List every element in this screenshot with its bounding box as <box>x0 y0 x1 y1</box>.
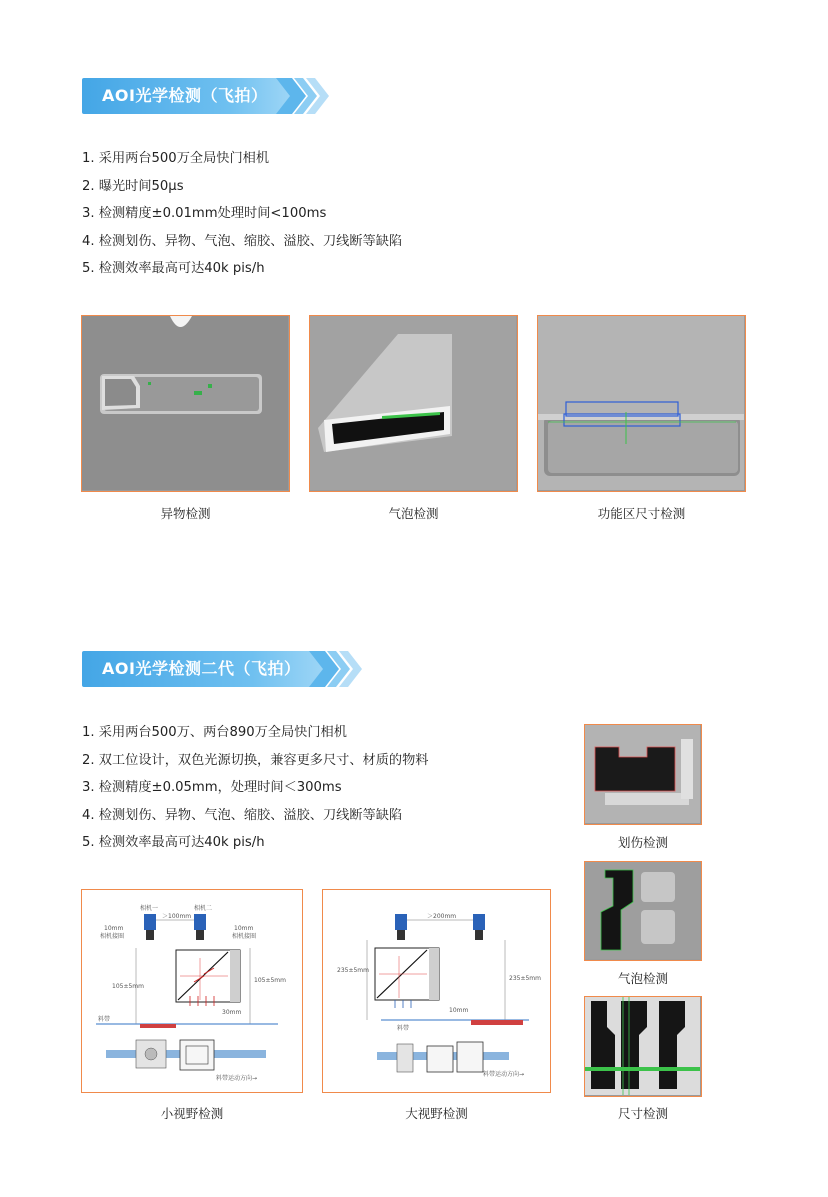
section1-feature-list <box>82 145 402 283</box>
direction-label: 料带运动方向→ <box>483 1071 525 1078</box>
section2-banner <box>82 651 367 687</box>
section2-feature-list <box>82 719 428 857</box>
chevron-arrows-icon <box>309 651 369 687</box>
caption-foreign-matter: 异物检测 <box>160 506 211 521</box>
list-item: 2. 双工位设计，双色光源切换，兼容更多尺寸、材质的物料 <box>82 752 429 768</box>
direction-label: 料带运动方向→ <box>216 1075 258 1082</box>
foreign-matter-photo <box>81 315 290 492</box>
height-left: 105±5mm <box>112 983 144 990</box>
cam1-label: 相机一 <box>140 905 159 912</box>
list-item: 1. 采用两台500万、两台890万全局快门相机 <box>82 725 347 740</box>
scratch-photo <box>584 724 702 825</box>
left-note-1: 10mm <box>104 925 124 932</box>
small-fov-diagram <box>81 889 303 1093</box>
belt-label: 料带 <box>98 1016 111 1023</box>
list-item: 5. 检测效率最高可达40k pis/h <box>82 261 265 276</box>
section1-banner <box>82 78 334 114</box>
caption-bubble2: 气泡检测 <box>617 971 668 986</box>
size-measure-photo <box>537 315 746 492</box>
cam2-label: 相机二 <box>194 905 213 912</box>
left-note-2: 相机接圈 <box>100 933 125 940</box>
bubble-photo <box>309 315 518 492</box>
height-right: 235±5mm <box>509 975 541 982</box>
caption-scratch: 划伤检测 <box>617 835 668 850</box>
large-fov-diagram <box>322 889 551 1093</box>
bottom-dim: 10mm <box>449 1007 469 1014</box>
gap-label: ＞200mm <box>427 913 457 920</box>
gap-label: ＞100mm <box>162 913 192 920</box>
caption-small-fov: 小视野检测 <box>160 1106 224 1121</box>
bubble2-photo <box>584 861 702 961</box>
bottom-dim: 30mm <box>222 1009 242 1016</box>
list-item: 2. 曝光时间50μs <box>82 178 184 194</box>
list-item: 3. 检测精度±0.05mm，处理时间＜300ms <box>82 780 342 795</box>
right-note-1: 10mm <box>234 925 254 932</box>
list-item: 5. 检测效率最高可达40k pis/h <box>82 835 265 850</box>
right-note-2: 相机接圈 <box>232 933 257 940</box>
height-left: 235±5mm <box>337 967 369 974</box>
list-item: 4. 检测划伤、异物、气泡、缩胶、溢胶、刀线断等缺陷 <box>82 807 403 823</box>
chevron-arrows-icon <box>276 78 336 114</box>
list-item: 4. 检测划伤、异物、气泡、缩胶、溢胶、刀线断等缺陷 <box>82 233 403 249</box>
section2-title: AOI光学检测二代（飞拍） <box>102 659 301 678</box>
caption-large-fov: 大视野检测 <box>405 1106 468 1121</box>
size2-photo <box>584 996 702 1097</box>
caption-size: 功能区尺寸检测 <box>597 506 686 521</box>
height-right: 105±5mm <box>254 977 286 984</box>
caption-bubble: 气泡检测 <box>388 506 439 521</box>
list-item: 3. 检测精度±0.01mm处理时间<100ms <box>82 206 327 221</box>
list-item: 1. 采用两台500万全局快门相机 <box>82 151 270 166</box>
section1-title: AOI光学检测（飞拍） <box>102 86 268 105</box>
belt-label: 料带 <box>397 1025 410 1032</box>
caption-size2: 尺寸检测 <box>617 1106 668 1121</box>
